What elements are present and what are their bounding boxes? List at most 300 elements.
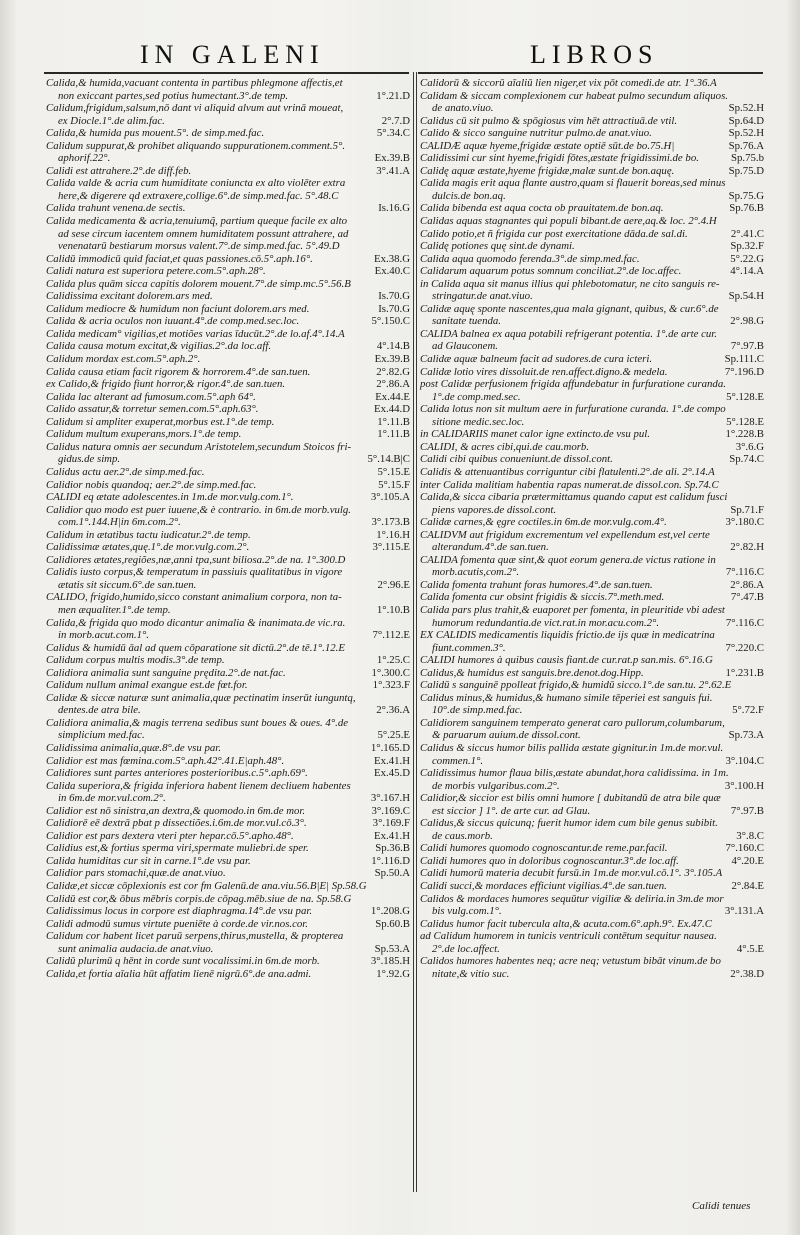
entry-reference: 7°.112.E xyxy=(372,629,410,642)
index-entry xyxy=(420,855,764,868)
entry-text: commen.1°. xyxy=(432,754,484,767)
index-entry xyxy=(420,654,764,667)
index-entry xyxy=(420,893,764,906)
entry-text: Calidi natura est superiora petere.com.5°.aph.28°. xyxy=(46,265,266,278)
entry-text: Calidiores sunt partes anteriores posterioribus.c.5°.aph.69°. xyxy=(46,767,308,780)
index-entry xyxy=(46,504,410,517)
index-entry xyxy=(46,328,410,341)
entry-text: Calidus & humidū āal ad quem cōparatione sit dictū.2°.de tē.1°.12.E xyxy=(46,641,345,654)
index-entry xyxy=(46,930,410,943)
index-entry xyxy=(420,930,764,943)
index-entry xyxy=(420,767,764,780)
index-entry xyxy=(46,855,410,868)
entry-text: morb.acutis,com.2°. xyxy=(432,566,520,579)
entry-text: Calidas aquas stagnantes qui populi bibant.de aere,aq.& loc. 2°.4.H xyxy=(420,215,717,228)
entry-reference: Sp.64.D xyxy=(728,114,764,127)
entry-text: Calidus natura omnis aer secundum Aristotelem,secundum Stoicos fri- xyxy=(46,440,352,453)
index-entry xyxy=(46,667,410,680)
index-entry xyxy=(46,893,410,906)
entry-reference: 5°.15.F xyxy=(378,478,410,491)
index-entry xyxy=(420,554,764,567)
entry-reference: 2°.36.A xyxy=(376,704,410,717)
entry-reference: 4°.14.A xyxy=(730,265,764,278)
entry-reference: Sp.60.B xyxy=(375,917,410,930)
index-entry xyxy=(46,102,410,115)
entry-text: Calidior est mas fœmina.com.5°.aph.42°.41.E|aph.48°. xyxy=(46,754,285,767)
entry-reference: Sp.36.B xyxy=(375,842,410,855)
entry-reference: Sp.50.A xyxy=(374,867,410,880)
entry-reference: Ex.40.C xyxy=(374,265,410,278)
entry-text: Calidos humores habentes neq; acre neq; vetustum bibāt vinum.de bo xyxy=(420,955,721,968)
entry-reference: 7°.196.D xyxy=(724,365,764,378)
index-entry xyxy=(46,755,410,768)
entry-text: Calidum si ampliter exuperat,morbus est.1°.de temp. xyxy=(46,415,275,428)
entry-reference: 2°.38.D xyxy=(730,967,764,980)
index-entry xyxy=(420,340,764,353)
index-entry xyxy=(420,165,764,178)
index-entry xyxy=(420,290,764,303)
index-entry xyxy=(420,479,764,492)
entry-text: Calidam & siccam complexionem cur habeat pulmo secundum aliquos. xyxy=(420,89,728,102)
entry-reference: 5°.72.F xyxy=(732,704,764,717)
entry-text: stringatur.de anat.viuo. xyxy=(432,290,533,303)
index-entry xyxy=(46,604,410,617)
entry-text: Calidior quo modo est puer iuuene,& è contrario. in 6m.de morb.vulg. xyxy=(46,503,351,516)
entry-text: Calida & acria oculos non iuuant.4°.de comp.med.sec.loc. xyxy=(46,315,300,328)
index-column-left xyxy=(46,77,410,980)
entry-text: post Calidæ perfusionem frigida affundebatur in furfuratione curanda. xyxy=(420,378,726,391)
index-entry xyxy=(46,90,410,103)
index-entry xyxy=(420,278,764,291)
entry-text: Calidior est pars dextera vteri pter hepar.cō.5°.apho.48°. xyxy=(46,829,294,842)
index-entry xyxy=(46,692,410,705)
entry-text: alterandum.4°.de san.tuen. xyxy=(432,541,549,554)
column-divider xyxy=(413,72,414,1192)
index-entry xyxy=(420,102,764,115)
entry-reference: Is.16.G xyxy=(378,202,410,215)
entry-text: Calidum in ætatibus tactu iudicatur.2°.de temp. xyxy=(46,528,251,541)
entry-text: Calidū s sanguinē ppolleat frigido,& humidū sicco.1°.de san.tu. 2°.62.E xyxy=(420,679,732,692)
entry-text: Calidiores ætates,regiões,næ,anni tpa,sunt biliosa.2°.de na. 1°.300.D xyxy=(46,553,346,566)
index-entry xyxy=(46,541,410,554)
entry-text: in morb.acut.com.1°. xyxy=(58,629,149,642)
index-entry xyxy=(46,240,410,253)
index-entry xyxy=(46,579,410,592)
index-entry xyxy=(46,629,410,642)
entry-reference: Sp.71.F xyxy=(730,503,764,516)
entry-reference: Ex.45.D xyxy=(374,767,410,780)
index-entry xyxy=(46,127,410,140)
entry-reference: 2°.98.G xyxy=(730,315,764,328)
entry-text: venenatarū bestiarum morsus valent.7°.de simp.med.fac. 5°.49.D xyxy=(58,240,340,253)
index-entry xyxy=(420,303,764,316)
entry-text: Calidior pars stomachi,quæ.de anat.viuo. xyxy=(46,867,226,880)
index-entry xyxy=(46,617,410,630)
index-entry xyxy=(420,704,764,717)
index-entry xyxy=(420,755,764,768)
index-entry xyxy=(420,905,764,918)
entry-text: Calidum corpus multis modis.3°.de temp. xyxy=(46,654,225,667)
index-entry xyxy=(420,867,764,880)
entry-text: Calidū est cor,& ōbus mēbris corpis.de cōpag.mēb.siue de na. Sp.58.G xyxy=(46,892,352,905)
entry-text: 2°.de loc.affect. xyxy=(432,942,500,955)
entry-text: Calidi succi,& mordaces efficiunt vigilias.4°.de san.tuen. xyxy=(420,880,667,892)
entry-text: Calidus cū sit pulmo & spōgiosus vim hēt attractiuā.de vtil. xyxy=(420,114,678,127)
entry-text: Calidæ lotio vires dissoluit.de ren.affect.digno.& medela. xyxy=(420,365,668,378)
entry-text: CALIDA fomenta quæ sint,& quot eorum genera.de victus ratione in xyxy=(420,553,716,566)
entry-reference: 3°.185.H xyxy=(370,955,410,968)
index-entry xyxy=(46,780,410,793)
entry-text: Calidius est,& fortius sperma viri,spermate muliebri.de sper. xyxy=(46,842,309,855)
entry-text: Calidarum aquarum potus somnum conciliat.2°.de loc.affec. xyxy=(420,265,682,278)
index-entry xyxy=(420,692,764,705)
index-entry xyxy=(420,717,764,730)
entry-reference: Sp.52.H xyxy=(728,127,764,140)
index-entry xyxy=(420,152,764,165)
entry-text: Calida,& humida,vacuant contenta in partibus phlegmone affectis,et xyxy=(46,77,343,89)
entry-text: Calidum suppurat,& prohibet aliquando suppurationem.comment.5°. xyxy=(46,139,346,152)
index-entry xyxy=(420,140,764,153)
entry-reference: 7°.160.C xyxy=(725,842,764,855)
entry-reference: Ex.41.H xyxy=(374,829,410,842)
entry-reference: Ex.38.G xyxy=(374,252,410,265)
entry-reference: Sp.32.F xyxy=(730,240,764,253)
entry-text: gidus.de simp. xyxy=(58,453,121,466)
index-entry xyxy=(46,642,410,655)
entry-text: dulcis.de bon.aq. xyxy=(432,189,506,202)
entry-text: Calidū plurimū q hēnt in corde sunt vocalissimi.in 6m.de morb. xyxy=(46,955,320,968)
entry-text: CALIDA balnea ex aqua potabili refrigerant potentia. 1°.de arte cur. xyxy=(420,327,718,340)
entry-reference: 1°.165.D xyxy=(370,741,410,754)
entry-reference: Ex.39.B xyxy=(374,152,410,165)
index-entry xyxy=(420,541,764,554)
entry-text: here,& digerere qd extraxere,collige.6°.de simp.med.fac. 5°.48.C xyxy=(58,189,339,202)
entry-text: ad Calidum humorem in tunicis ventriculi contētum sequitur nausea. xyxy=(420,930,717,943)
entry-text: Calida,& frigida quo modo dicantur animalia & inanimata.de vic.ra. xyxy=(46,616,346,629)
entry-reference: 3°.131.A xyxy=(724,905,764,918)
entry-text: in Calida aqua sit manus illius qui phlebotomatur, ne cito sanguis re- xyxy=(420,277,720,290)
entry-reference: Ex.44.D xyxy=(374,403,410,416)
entry-text: Calidi humores quomodo cognoscantur.de reme.par.facil. xyxy=(420,842,668,855)
index-entry xyxy=(420,817,764,830)
index-entry xyxy=(46,479,410,492)
entry-text: Calidus & siccus humor bilis pallida æstate gignitur.in 1m.de mor.vul. xyxy=(420,741,724,754)
entry-text: CALIDI eq ætate adolescentes.in 1m.de mor.vulg.com.1°. xyxy=(46,491,294,504)
entry-text: Calida magis erit aqua flante austro,quam si flauerit boreas,sed minus xyxy=(420,177,726,190)
index-entry xyxy=(420,943,764,956)
index-entry xyxy=(46,278,410,291)
index-entry xyxy=(420,366,764,379)
page-edge-left xyxy=(0,0,16,1235)
header-rule-left xyxy=(44,72,409,74)
entry-reference: 1°.11.B xyxy=(377,415,410,428)
entry-reference: 2°.84.E xyxy=(731,880,764,892)
entry-text: Calida,& humida pus mouent.5°. de simp.med.fac. xyxy=(46,127,265,140)
index-entry xyxy=(46,805,410,818)
index-entry xyxy=(46,441,410,454)
index-entry xyxy=(46,190,410,203)
index-entry xyxy=(420,667,764,680)
entry-text: inter Calida malitiam habentia rapas numerat.de dissol.con. Sp.74.C xyxy=(420,478,719,491)
entry-reference: 3°.105.A xyxy=(370,491,410,504)
index-entry xyxy=(46,77,410,90)
entry-text: Calidissima excitant dolorem.ars med. xyxy=(46,290,213,303)
entry-text: Calidus,& humidus est sanguis.bre.denot.dog.Hipp. xyxy=(420,666,644,679)
running-head-left: IN GALENI xyxy=(140,40,325,69)
entry-text: Calidi humorū materia decubit fursū.in 1m.de mor.vul.cō.1°. 3°.105.A xyxy=(420,867,723,880)
index-entry xyxy=(420,253,764,266)
entry-text: CALIDVM aut frigidum excrementum vel expellendum est,vel certe xyxy=(420,528,710,541)
entry-text: Calidum,frigidum,salsum,nō dant vi aliquid alvum aut vrinā moueat, xyxy=(46,102,344,115)
entry-reference: Is.70.G xyxy=(378,302,410,315)
index-entry xyxy=(420,391,764,404)
entry-reference: 7°.116.C xyxy=(725,616,764,629)
entry-text: in 6m.de mor.vul.com.2°. xyxy=(58,792,166,805)
index-entry xyxy=(46,654,410,667)
entry-text: aphorif.22°. xyxy=(58,152,111,165)
entry-text: Calidæ aquę sponte nascentes,qua mala gignant, quibus, & cur.6°.de xyxy=(420,302,719,315)
index-entry xyxy=(420,679,764,692)
entry-reference: 3°.8.C xyxy=(736,829,764,842)
entry-text: Calida lac alterant ad fumosum.com.5°.aph 64°. xyxy=(46,390,256,403)
entry-text: Calida humiditas cur sit in carne.1°.de vsu par. xyxy=(46,854,251,867)
entry-reference: 5°.25.E xyxy=(377,729,410,742)
entry-reference: Sp.76.B xyxy=(729,202,764,215)
entry-reference: 5°.128.E xyxy=(726,415,764,428)
entry-text: Calidū immodicū quid faciat,et quas passiones.cō.5°.aph.16°. xyxy=(46,252,313,265)
entry-text: dentes.de atra bile. xyxy=(58,704,141,717)
index-entry xyxy=(420,403,764,416)
index-entry xyxy=(46,591,410,604)
entry-reference: 4°.20.E xyxy=(731,854,764,867)
entry-text: Calidus humor facit tubercula alta,& acuta.com.6°.aph.9°. Ex.47.C xyxy=(420,917,712,930)
entry-text: Calidum mordax est.com.5°.aph.2°. xyxy=(46,353,201,366)
entry-reference: 5°.34.C xyxy=(376,127,410,140)
entry-reference: Sp.75.D xyxy=(728,164,764,177)
entry-text: Calidæ & siccæ naturæ sunt animalia,quæ pectinatim inserūt iunguntq, xyxy=(46,691,356,704)
entry-reference: 7°.97.B xyxy=(730,340,764,353)
entry-text: est siccior ] 1°. de arte cur. ad Glau. xyxy=(432,804,591,817)
index-entry xyxy=(420,428,764,441)
index-entry xyxy=(420,617,764,630)
entry-text: Calida medicam° vigilias,et motiões varias īducūt.2°.de lo.af.4°.14.A xyxy=(46,327,345,340)
entry-text: piens vapores.de dissol.cont. xyxy=(432,503,557,516)
index-entry xyxy=(46,830,410,843)
entry-reference: 2°.96.E xyxy=(377,578,410,591)
entry-text: de caus.morb. xyxy=(432,829,493,842)
entry-text: men æqualiter.1°.de temp. xyxy=(58,603,171,616)
entry-text: Calida causa etiam facit rigorem & horrorem.4°.de san.tuen. xyxy=(46,365,311,378)
index-entry xyxy=(420,215,764,228)
entry-text: Calidum cor habent licet paruū serpens,thirus,mustella, & propterea xyxy=(46,930,344,943)
entry-reference: Sp.52.H xyxy=(728,102,764,115)
index-entry xyxy=(420,416,764,429)
entry-reference: 2°.86.A xyxy=(730,578,764,591)
entry-reference: 3°.41.A xyxy=(376,164,410,177)
entry-reference: 1°.228.B xyxy=(725,428,764,441)
index-entry xyxy=(420,742,764,755)
entry-text: Calidus minus,& humidus,& humano simile tēperiei est sanguis fui. xyxy=(420,691,713,704)
entry-text: Calido & sicco sanguine nutritur pulmo.de anat.viuo. xyxy=(420,127,652,140)
index-entry xyxy=(420,792,764,805)
entry-text: com.1°.144.H|in 6m.com.2°. xyxy=(58,516,181,529)
entry-text: CALIDO, frigido,humido,sicco constant animalium corpora, non ta- xyxy=(46,591,342,604)
index-entry xyxy=(420,228,764,241)
index-entry xyxy=(46,905,410,918)
entry-text: Calida,et fortia aīalia hūt affatim lienē nigrū.6°.de ana.admi. xyxy=(46,967,312,980)
entry-text: bis vulg.com.1°. xyxy=(432,905,502,918)
index-entry xyxy=(46,366,410,379)
index-entry xyxy=(420,90,764,103)
entry-text: Calidior est nō sinistra,an dextra,& quomodo.in 6m.de mor. xyxy=(46,804,306,817)
index-entry xyxy=(420,453,764,466)
entry-reference: Sp.76.A xyxy=(728,139,764,152)
entry-text: Calida,& sicca cibaria prætermittamus quando caput est calidum fusci xyxy=(420,491,728,504)
entry-text: ætatis sit siccum.6°.de san.tuen. xyxy=(58,578,197,591)
index-entry xyxy=(46,378,410,391)
entry-text: & paruarum auium.de dissol.cont. xyxy=(432,729,581,742)
index-entry xyxy=(46,817,410,830)
index-entry xyxy=(46,416,410,429)
index-entry xyxy=(420,77,764,90)
entry-text: Calido potio,et ñ frigida cur post exercitatione dāda.de sal.di. xyxy=(420,227,688,240)
entry-text: Calidiorē eē dextrā pbat p dissectiões.i.6m.de mor.vul.cō.3°. xyxy=(46,817,307,830)
entry-text: Calidissimus locus in corpore est diaphragma.14°.de vsu par. xyxy=(46,905,313,918)
entry-text: sitione medic.sec.loc. xyxy=(432,415,525,428)
index-entry xyxy=(46,704,410,717)
entry-text: Calida aqua quomodo ferenda.3°.de simp.med.fac. xyxy=(420,252,640,265)
index-entry xyxy=(420,830,764,843)
entry-text: Calida bibenda est aqua cocta ob prauitatem.de bon.aq. xyxy=(420,202,664,215)
entry-reference: 1°.300.C xyxy=(371,666,410,679)
entry-reference: 1°.231.B xyxy=(725,666,764,679)
index-entry xyxy=(46,742,410,755)
entry-text: Calidissimus humor flaua bilis,æstate abundat,hora calidissima. in 1m. xyxy=(420,767,729,780)
entry-text: nitate,& vitio suc. xyxy=(432,967,510,980)
entry-text: Calida trahunt venena.de sectis. xyxy=(46,202,186,215)
index-entry xyxy=(46,215,410,228)
entry-reference: 5°.128.E xyxy=(726,390,764,403)
index-entry xyxy=(420,566,764,579)
entry-reference: 2°.82.G xyxy=(376,365,410,378)
entry-reference: Sp.54.H xyxy=(728,290,764,303)
index-entry xyxy=(46,466,410,479)
index-entry xyxy=(420,177,764,190)
index-entry xyxy=(420,880,764,893)
entry-reference: 3°.169.F xyxy=(372,817,410,830)
entry-reference: Sp.75.G xyxy=(728,189,764,202)
entry-text: Calidior nobis quandoq; aer.2°.de simp.med.fac. xyxy=(46,478,257,491)
entry-reference: 5°.22.G xyxy=(730,252,764,265)
entry-reference: 1°.16.H xyxy=(376,528,410,541)
entry-text: Calidiora animalia,& magis terrena sedibus sunt boues & oues. 4°.de xyxy=(46,716,349,729)
entry-text: CALIDÆ aquæ hyeme,frigidæ æstate optiē sūt.de bo.75.H| xyxy=(420,139,675,152)
entry-reference: Sp.73.A xyxy=(728,729,764,742)
entry-text: sanitate tuenda. xyxy=(432,315,501,328)
entry-text: Calidi admodū sumus virtute pueniēte à corde.de vir.nos.cor. xyxy=(46,917,308,930)
index-entry xyxy=(46,353,410,366)
index-entry xyxy=(420,202,764,215)
index-entry xyxy=(46,290,410,303)
index-entry xyxy=(420,353,764,366)
entry-reference: 2°.86.A xyxy=(376,378,410,391)
entry-text: Calida valde & acria cum humiditate coniuncta ex alto violēter extra xyxy=(46,177,346,190)
entry-text: Calidum nullum animal exangue est.de fœt.for. xyxy=(46,679,248,692)
index-entry xyxy=(46,391,410,404)
entry-text: ad sese circum iacentem omnem humiditatem possunt attrahere, ad xyxy=(58,227,349,240)
entry-text: 10°.de simp.med.fac. xyxy=(432,704,523,717)
index-entry xyxy=(420,516,764,529)
entry-text: Calidum mediocre & humidum non faciunt dolorem.ars med. xyxy=(46,302,310,315)
entry-reference: 1°.208.G xyxy=(370,905,410,918)
index-entry xyxy=(46,253,410,266)
entry-text: Calidi humores quo in doloribus cognoscantur.3°.de loc.aff. xyxy=(420,854,679,867)
index-entry xyxy=(420,579,764,592)
entry-text: Calidissimi cur sint hyeme,frigidi fōtes,æstate frigidissimi.de bo. xyxy=(420,152,699,165)
entry-text: Calidiorem sanguinem temperato generat caro pullorum,columbarum, xyxy=(420,716,725,729)
entry-reference: 5°.150.C xyxy=(371,315,410,328)
entry-reference: 1°.10.B xyxy=(376,603,410,616)
entry-text: simplicium med.fac. xyxy=(58,729,145,742)
entry-text: ex Calido,& frigido fiunt horror,& rigor.4°.de san.tuen. xyxy=(46,378,286,391)
index-entry xyxy=(420,115,764,128)
entry-text: Calidæ,et siccæ cōplexionis est cor fm Galenū.de ana.viu.56.B|E| Sp.58.G xyxy=(46,880,367,892)
index-entry xyxy=(420,265,764,278)
entry-reference: 3°.169.C xyxy=(371,804,410,817)
entry-reference: 7°.116.C xyxy=(725,566,764,579)
entry-text: fiunt.commen.3°. xyxy=(432,641,506,654)
entry-reference: Is.70.G xyxy=(378,290,410,303)
index-entry xyxy=(46,867,410,880)
index-entry xyxy=(420,466,764,479)
entry-text: Calido assatur,& torretur semen.com.5°.aph.63°. xyxy=(46,403,259,416)
index-entry xyxy=(420,805,764,818)
entry-reference: Sp.111.C xyxy=(724,353,764,366)
entry-reference: 7°.220.C xyxy=(725,641,764,654)
entry-reference: 3°.115.E xyxy=(372,541,410,554)
entry-text: Calida superiora,& frigida inferiora habent lienem decliuem habentes xyxy=(46,779,351,792)
entry-text: Calida fomenta cur obsint frigidis & siccis.7°.meth.med. xyxy=(420,591,665,604)
index-entry xyxy=(46,428,410,441)
index-entry xyxy=(420,642,764,655)
index-entry xyxy=(46,729,410,742)
index-entry xyxy=(46,202,410,215)
page-edge-right xyxy=(786,0,800,1235)
index-entry xyxy=(420,378,764,391)
catchword: Calidi tenues xyxy=(692,1200,751,1212)
index-entry xyxy=(46,403,410,416)
index-entry xyxy=(46,315,410,328)
entry-text: Calidæ carnes,& ęgre coctiles.in 6m.de mor.vulg.com.4°. xyxy=(420,516,667,529)
entry-reference: 3°.100.H xyxy=(724,779,764,792)
column-divider-inner xyxy=(416,72,417,1192)
index-entry xyxy=(46,516,410,529)
index-entry xyxy=(46,115,410,128)
index-entry xyxy=(420,918,764,931)
index-entry xyxy=(420,127,764,140)
entry-text: Calidis iusto corpus,& temperatum in passiuis qualitatibus in vigore xyxy=(46,566,343,579)
entry-reference: Ex.39.B xyxy=(374,353,410,366)
entry-reference: Ex.44.E xyxy=(375,390,410,403)
entry-text: Calidę aquæ æstate,hyeme frigidæ,malæ sunt.de bon.aquę. xyxy=(420,164,675,177)
entry-reference: 1°.323.F xyxy=(372,679,410,692)
entry-reference: 2°.41.C xyxy=(730,227,764,240)
entry-text: Calidissima animalia,quæ.8°.de vsu par. xyxy=(46,741,221,754)
entry-text: Calidi cibi quibus conueniunt.de dissol.cont. xyxy=(420,453,613,466)
index-entry xyxy=(46,340,410,353)
entry-reference: 3°.104.C xyxy=(725,754,764,767)
entry-text: Calida medicamenta & acria,tenuiumq̃, partium queque facile ex alto xyxy=(46,215,348,228)
